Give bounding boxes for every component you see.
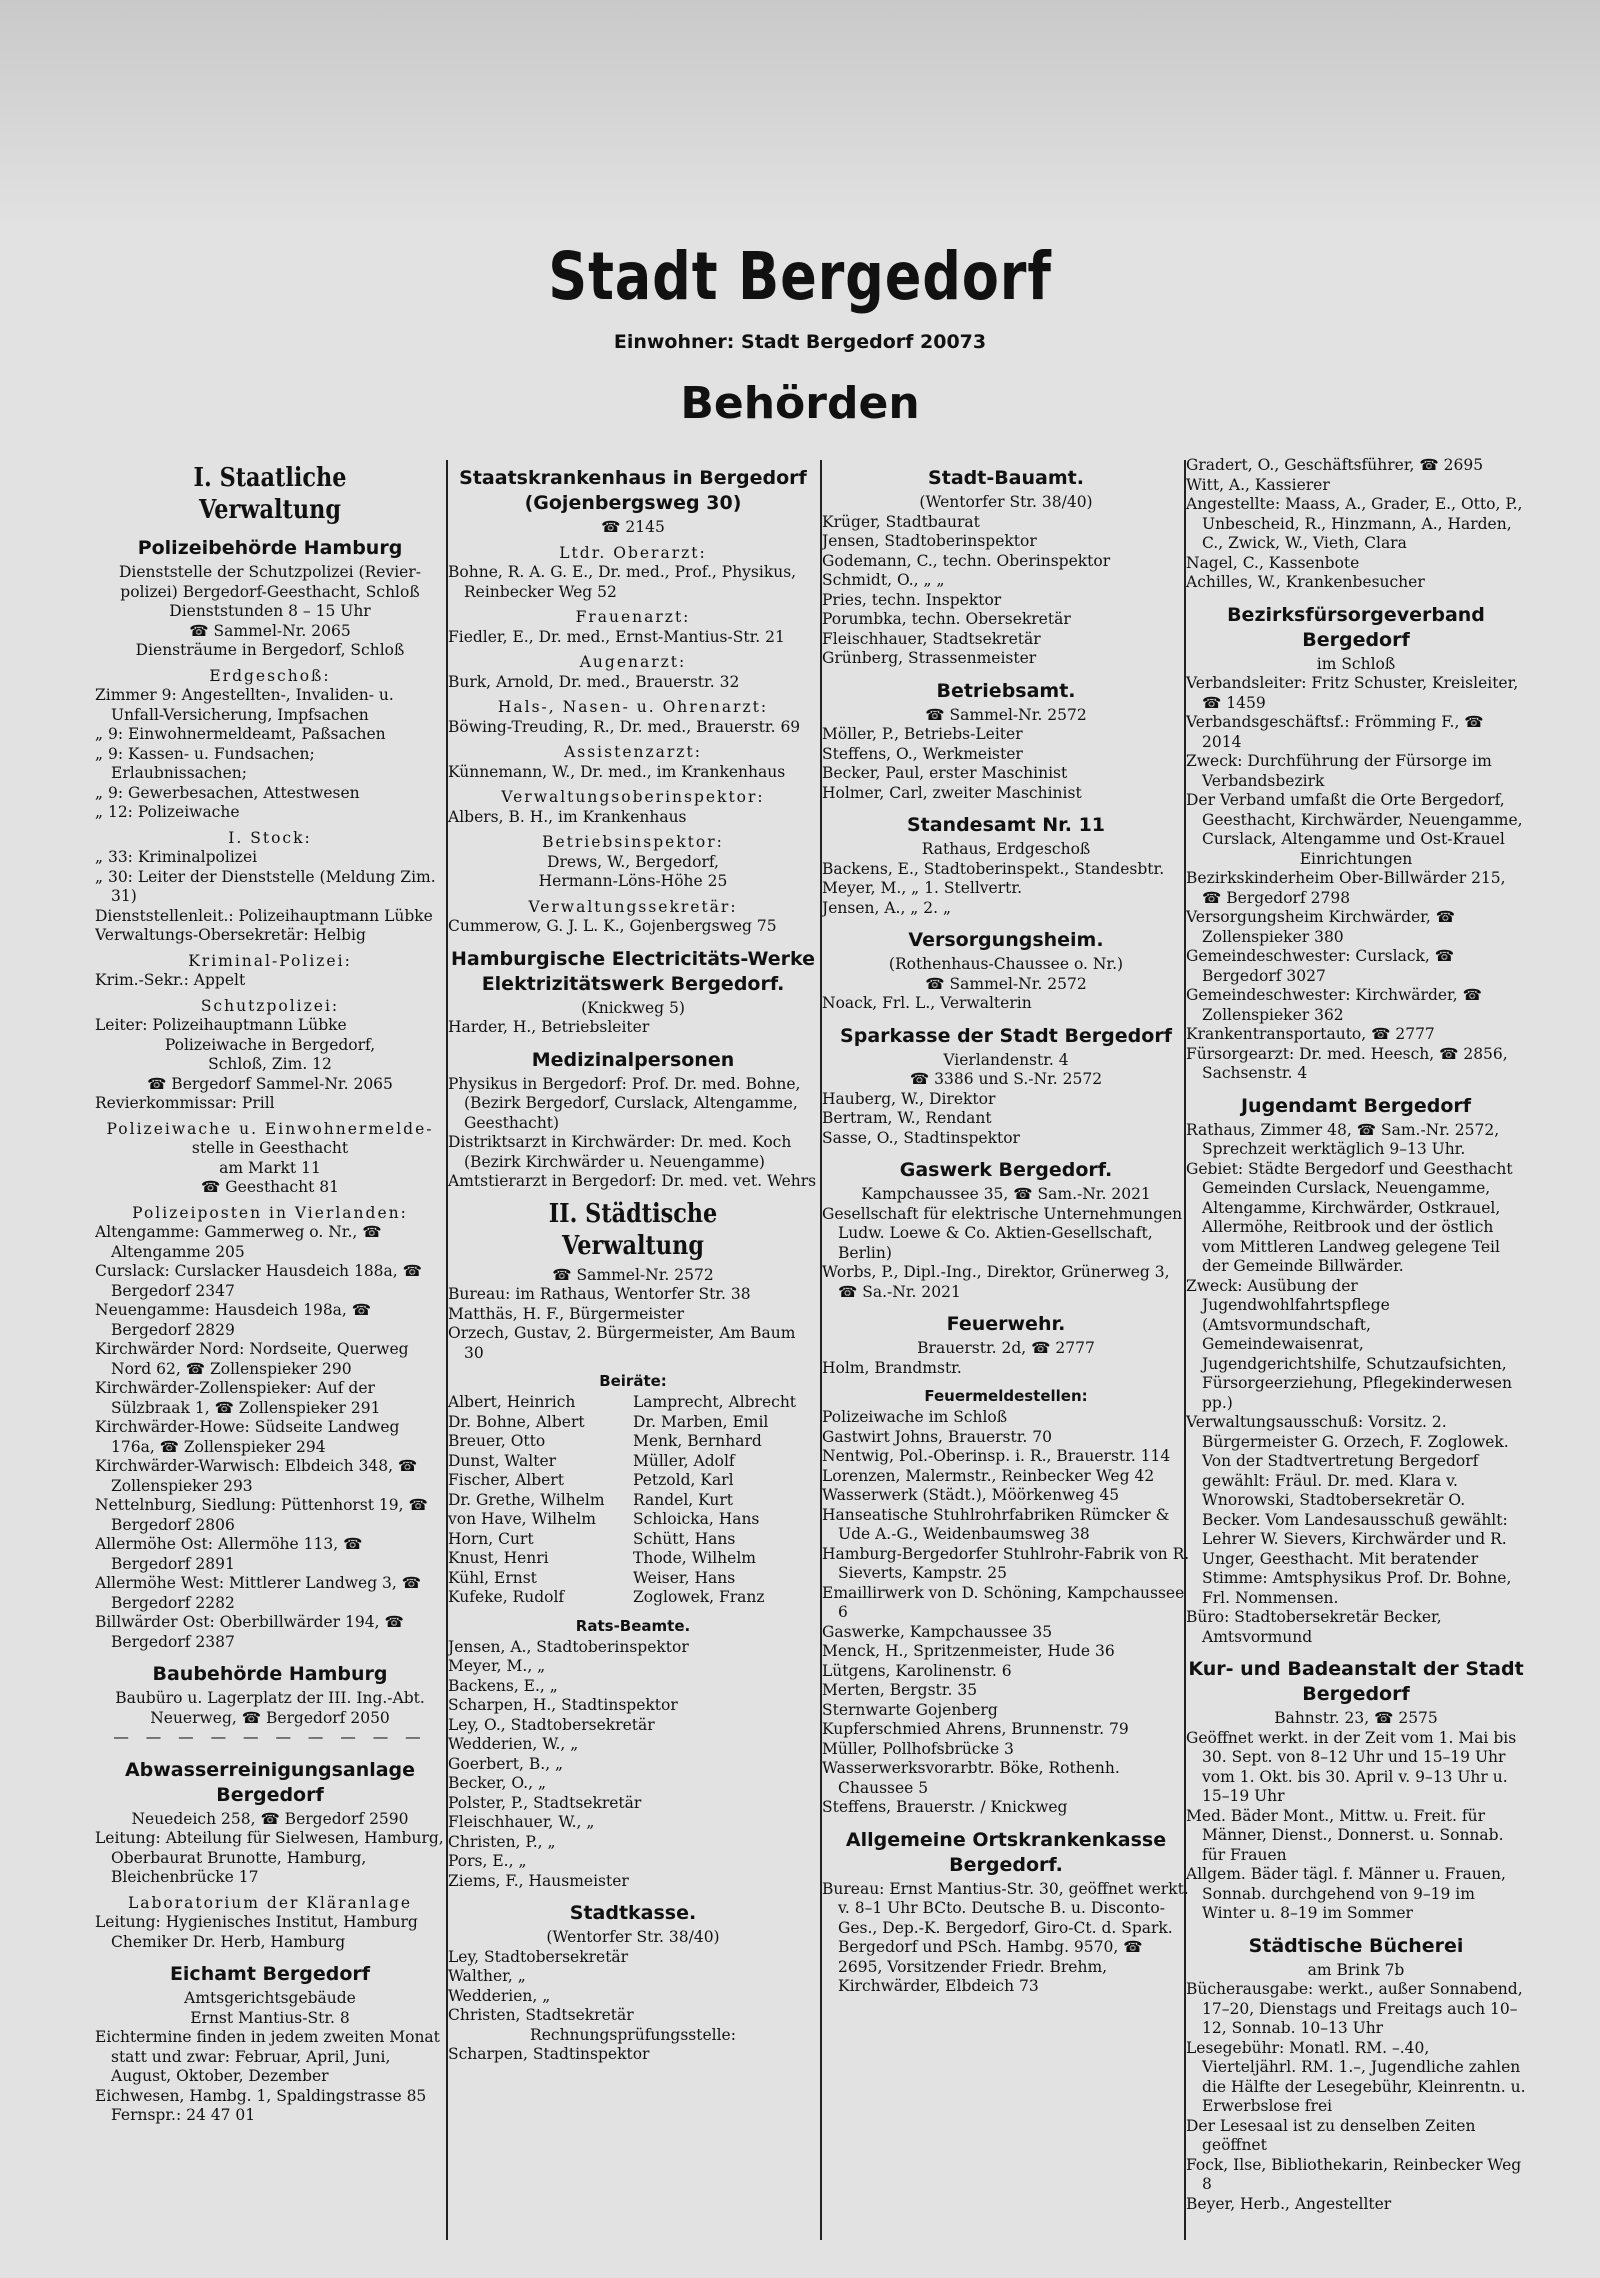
- entry-line: Holm, Brandmstr.: [822, 1358, 962, 1377]
- entry-line: Bertram, W., Rendant: [822, 1109, 992, 1127]
- member-name: Petzold, Karl: [633, 1471, 734, 1489]
- centered-line: Bahnstr. 23, ☎ 2575: [1274, 1709, 1438, 1727]
- centered-line: Drews, W., Bergedorf,: [547, 852, 719, 871]
- entry-line: Jensen, A., „ 2. „: [822, 898, 952, 917]
- entry-line: Verwaltungs-Obersekretär: Helbig: [95, 926, 366, 944]
- entry-line: Christen, P., „: [448, 1832, 556, 1851]
- office-heading: Stadtkasse.: [569, 1902, 697, 1924]
- office-heading: Städtische Bücherei: [1248, 1934, 1464, 1957]
- sub-heading: Rats-Beamte.: [575, 1616, 691, 1635]
- entry-line: Ziems, F., Hausmeister: [448, 1871, 629, 1890]
- entry-line: Nentwig, Pol.-Oberinsp. i. R., Brauerstr. 114: [822, 1447, 1171, 1465]
- entry-line: Fiedler, E., Dr. med., Ernst-Mantius-Str. 21: [448, 627, 785, 646]
- spaced-label: Polizeiwache u. Einwohnermelde-: [106, 1119, 434, 1138]
- entry-line: Bureau: Ernst Mantius-Str. 30, geöffnet werkt. v. 8–1 Uhr BCto. Deutsche B. u. Disconto-Ges., Dep.-K. Bergedorf, Giro-Ct. d. Spark. Bergedorf und PSch. Hambg. 9570, ☎ 2695, Vorsitzender Friedr. Brehm, Kirchwärder, Elbdeich 73: [822, 1879, 1189, 1995]
- entry-line: Kirchwärder-Zollenspieker: Auf der Sülzbraak 1, ☎ Zollenspieker 291: [95, 1379, 381, 1417]
- centered-line: Ernst Mantius-Str. 8: [190, 2008, 350, 2027]
- member-name: Schütt, Hans: [633, 1529, 736, 1548]
- entry-line: Steffens, O., Werkmeister: [822, 744, 1023, 763]
- centered-line: Neuedeich 258, ☎ Bergedorf 2590: [131, 1809, 409, 1828]
- entry-line: Gaswerke, Kampchaussee 35: [822, 1622, 1053, 1641]
- member-name: Dr. Bohne, Albert: [448, 1412, 585, 1431]
- member-name: Zoglowek, Franz: [633, 1588, 765, 1606]
- entry-line: Harder, H., Betriebsleiter: [448, 1018, 650, 1036]
- office-heading: Staatskrankenhaus in Bergedorf (Gojenbergsweg 30): [459, 467, 807, 514]
- entry-line: Gesellschaft für elektrische Unternehmungen Ludw. Loewe & Co. Aktien-Gesellschaft, Berlin): [822, 1204, 1183, 1262]
- entry-line: Med. Bäder Mont., Mittw. u. Freit. für Männer, Dienst., Donnerst. u. Sonnab. für Frauen: [1186, 1806, 1504, 1864]
- centered-line: Neuerweg, ☎ Bergedorf 2050: [150, 1708, 390, 1727]
- section-heading: II. Städtische Verwaltung: [548, 1198, 718, 1261]
- member-name: Dr. Marben, Emil: [633, 1412, 769, 1431]
- entry-line: Beyer, Herb., Angestellter: [1186, 2194, 1392, 2213]
- office-heading: Betriebsamt.: [936, 679, 1076, 702]
- entry-line: Porumbka, techn. Obersekretär: [822, 610, 1071, 628]
- entry-line: Backens, E., „: [448, 1676, 558, 1695]
- centered-line: ☎ Geesthacht 81: [201, 1178, 339, 1196]
- centered-line: Polizeiwache in Bergedorf,: [164, 1035, 376, 1054]
- entry-line: Curslack: Curslacker Hausdeich 188a, ☎ Bergedorf 2347: [95, 1262, 422, 1300]
- office-heading: Allgemeine Ortskrankenkasse Bergedorf.: [845, 1828, 1167, 1876]
- entry-line: Bezirkskinderheim Ober-Billwärder 215, ☎ Bergedorf 2798: [1186, 869, 1506, 907]
- centered-line: ☎ 2145: [601, 518, 665, 536]
- entry-line: Gastwirt Johns, Brauerstr. 70: [822, 1427, 1052, 1446]
- entry-line: Jensen, Stadtoberinspektor: [822, 532, 1037, 550]
- entry-line: Fock, Ilse, Bibliothekarin, Reinbecker Weg 8: [1186, 2155, 1522, 2193]
- entry-line: Emaillirwerk von D. Schöning, Kampchaussee 6: [822, 1583, 1185, 1621]
- entry-line: Hanseatische Stuhlrohrfabriken Rümcker & Ude A.-G., Weidenbaumsweg 38: [822, 1505, 1170, 1543]
- entry-line: Dienststellenleit.: Polizeihauptmann Lübke: [95, 906, 433, 925]
- entry-line: Kirchwärder-Warwisch: Elbdeich 348, ☎ Zollenspieker 293: [95, 1457, 418, 1495]
- member-name: Müller, Adolf: [633, 1451, 735, 1470]
- entry-line: Walther, „: [448, 1967, 526, 1985]
- entry-line: Eichwesen, Hambg. 1, Spaldingstrasse 85 Fernspr.: 24 47 01: [95, 2086, 427, 2124]
- entry-line: Polizeiwache im Schloß: [822, 1408, 1008, 1426]
- entry-line: Böwing-Treuding, R., Dr. med., Brauerstr. 69: [448, 717, 801, 736]
- entry-line: Büro: Stadtobersekretär Becker, Amtsvormund: [1186, 1608, 1442, 1646]
- entry-line: „ 12: Polizeiwache: [95, 803, 240, 821]
- entry-line: Gemeindeschwester: Kirchwärder, ☎ Zollenspieker 362: [1186, 986, 1482, 1024]
- entry-line: Krim.-Sekr.: Appelt: [95, 971, 246, 989]
- entry-line: Wedderien, W., „: [448, 1735, 579, 1753]
- spaced-label: Schutzpolizei:: [200, 996, 340, 1015]
- spaced-label: Polizeiposten in Vierlanden:: [132, 1203, 408, 1222]
- entry-line: Polster, P., Stadtsekretär: [448, 1793, 642, 1812]
- entry-line: Witt, A., Kassierer: [1186, 475, 1330, 494]
- office-heading: Kur- und Badeanstalt der Stadt Bergedorf: [1188, 1658, 1524, 1705]
- population-line: Einwohner: Stadt Bergedorf 20073: [613, 331, 987, 353]
- entry-line: Meyer, M., „ 1. Stellvertr.: [822, 879, 1022, 897]
- office-heading: Standesamt Nr. 11: [906, 814, 1106, 836]
- office-heading: Gaswerk Bergedorf.: [899, 1159, 1113, 1181]
- sub-heading: Feuermeldestellen:: [924, 1387, 1088, 1405]
- centered-line: ☎ Sammel-Nr. 2065: [189, 621, 351, 640]
- page-background: [0, 0, 1600, 230]
- entry-line: Gemeindeschwester: Curslack, ☎ Bergedorf 3027: [1186, 947, 1455, 985]
- entry-line: Krüger, Stadtbaurat: [822, 512, 980, 531]
- office-heading: Jugendamt Bergedorf: [1240, 1094, 1472, 1117]
- centered-line: Kampchaussee 35, ☎ Sam.-Nr. 2021: [861, 1185, 1151, 1203]
- entry-line: Fürsorgearzt: Dr. med. Heesch, ☎ 2856, Sachsenstr. 4: [1186, 1044, 1508, 1082]
- entry-line: Leiter: Polizeihauptmann Lübke: [95, 1016, 347, 1034]
- entry-line: Albers, B. H., im Krankenhaus: [448, 807, 687, 826]
- entry-line: Nagel, C., Kassenbote: [1186, 553, 1360, 572]
- entry-line: „ 9: Kassen- u. Fundsachen; Erlaubnissachen;: [95, 744, 315, 782]
- entry-line: Worbs, P., Dipl.-Ing., Direktor, Grünerweg 3, ☎ Sa.-Nr. 2021: [822, 1263, 1170, 1301]
- entry-line: Eichtermine finden in jedem zweiten Monat statt und zwar: Februar, April, Juni, August, Oktober, Dezember: [95, 2028, 440, 2085]
- member-name: Kühl, Ernst: [448, 1568, 537, 1587]
- member-name: Menk, Bernhard: [633, 1432, 762, 1450]
- entry-line: Billwärder Ost: Oberbillwärder 194, ☎ Bergedorf 2387: [95, 1613, 404, 1651]
- spaced-label: Verwaltungsoberinspektor:: [501, 788, 765, 806]
- centered-line: Baubüro u. Lagerplatz der III. Ing.-Abt.: [115, 1689, 425, 1707]
- entry-line: Distriktsarzt in Kirchwärder: Dr. med. Koch (Bezirk Kirchwärder u. Neuengamme): [448, 1133, 792, 1171]
- member-list-column: [633, 1393, 818, 1608]
- entry-line: Gebiet: Städte Bergedorf und Geesthacht Gemeinden Curslack, Neuengamme, Altengamme, Kirchwärder, Ostkrauel, Allermöhe, Reitbrook und der östlich vom Mittleren Landweg gelegene Teil der Gemeinde Billwärder.: [1186, 1159, 1513, 1275]
- sub-heading: Beiräte:: [599, 1372, 667, 1390]
- entry-line: Grünberg, Strassenmeister: [822, 649, 1037, 667]
- entry-line: Noack, Frl. L., Verwalterin: [822, 994, 1032, 1012]
- entry-line: Backens, E., Stadtoberinspekt., Standesbtr.: [822, 859, 1165, 878]
- entry-line: Christen, Stadtsekretär: [448, 2006, 634, 2024]
- entry-line: Pries, techn. Inspektor: [822, 590, 1002, 609]
- centered-line: Hermann-Löns-Höhe 25: [538, 872, 728, 890]
- centered-line: Diensträume in Bergedorf, Schloß: [135, 641, 405, 659]
- entry-line: Zweck: Durchführung der Fürsorge im Verbandsbezirk: [1186, 752, 1492, 790]
- spaced-label: Erdgeschoß:: [209, 666, 331, 685]
- entry-line: Revierkommissar: Prill: [95, 1094, 275, 1112]
- office-heading: Polizeibehörde Hamburg: [137, 537, 403, 559]
- centered-line: ☎ Bergedorf Sammel-Nr. 2065: [147, 1074, 393, 1093]
- entry-line: Becker, O., „: [448, 1774, 546, 1792]
- office-heading: Abwasserreinigungsanlage Bergedorf: [124, 1758, 416, 1806]
- centered-line: ☎ Sammel-Nr. 2572: [925, 705, 1087, 724]
- member-name: Dunst, Walter: [448, 1451, 557, 1470]
- entry-line: Fleischhauer, W., „: [448, 1813, 595, 1831]
- entry-line: Der Lesesaal ist zu denselben Zeiten geöffnet: [1186, 2116, 1476, 2154]
- entry-line: Allgem. Bäder tägl. f. Männer u. Frauen, Sonnab. durchgehend von 9–19 im Winter u. 8–19 im Sommer: [1186, 1865, 1506, 1922]
- entry-line: Scharpen, H., Stadtinspektor: [448, 1696, 678, 1714]
- entry-line: Verbandsgeschäftsf.: Frömming F., ☎ 2014: [1186, 713, 1484, 751]
- centered-line: Brauerstr. 2d, ☎ 2777: [917, 1339, 1095, 1357]
- member-name: Weiser, Hans: [633, 1568, 736, 1587]
- centered-line: ☎ 3386 und S.-Nr. 2572: [909, 1070, 1103, 1088]
- entry-line: Lorenzen, Malermstr., Reinbecker Weg 42: [822, 1466, 1155, 1485]
- entry-line: Matthäs, H. F., Bürgermeister: [448, 1304, 684, 1323]
- centered-line: Schloß, Zim. 12: [208, 1055, 332, 1073]
- entry-line: Krankentransportauto, ☎ 2777: [1186, 1025, 1435, 1043]
- centered-line: stelle in Geesthacht: [191, 1139, 349, 1157]
- entry-line: Wedderien, „: [448, 1986, 551, 2005]
- office-heading: Feuerwehr.: [946, 1313, 1066, 1335]
- centered-line: Dienststelle der Schutzpolizei (Revier-: [118, 563, 421, 581]
- centered-line: Amtsgerichtsgebäude: [184, 1989, 356, 2007]
- entry-line: Burk, Arnold, Dr. med., Brauerstr. 32: [448, 672, 740, 691]
- centered-line: im Schloß: [1316, 654, 1396, 673]
- entry-line: Nettelnburg, Siedlung: Püttenhorst 19, ☎ Bergedorf 2806: [95, 1496, 428, 1534]
- member-name: Breuer, Otto: [448, 1432, 546, 1450]
- entry-line: Holmer, Carl, zweiter Maschinist: [822, 783, 1082, 802]
- member-list-column: [448, 1393, 633, 1608]
- spaced-label: Hals-, Nasen- u. Ohrenarzt:: [497, 698, 769, 716]
- entry-line: Verwaltungsausschuß: Vorsitz. 2. Bürgermeister G. Orzech, F. Zoglowek. Von der Stadtvertretung Bergedorf gewählt: Fräul. Dr. med. Klara v. Wnorowski, Stadtobersekretär O. Becker. Vom Landesausschuß gewählt: Lehrer W. Sievers, Kirchwärder und R. Unger, Geesthacht. Mit beratender Stimme: Amtsphysikus Prof. Dr. Bohne, Frl. Nommensen.: [1186, 1413, 1512, 1607]
- spaced-label: Ltdr. Oberarzt:: [559, 543, 707, 562]
- entry-line: Allermöhe Ost: Allermöhe 113, ☎ Bergedorf 2891: [95, 1535, 363, 1573]
- section-heading: Behörden: [680, 378, 920, 429]
- office-heading: Eichamt Bergedorf: [169, 1963, 371, 1985]
- centered-line: Rathaus, Erdgeschoß: [921, 840, 1091, 858]
- office-heading: Sparkasse der Stadt Bergedorf: [840, 1024, 1172, 1047]
- entry-line: Schmidt, O., „ „: [822, 571, 945, 589]
- entry-line: Altengamme: Gammerweg o. Nr., ☎ Altengamme 205: [95, 1223, 382, 1261]
- entry-line: „ 30: Leiter der Dienststelle (Meldung Zim. 31): [95, 867, 436, 905]
- office-heading: Stadt-Bauamt.: [928, 467, 1084, 489]
- entry-line: Orzech, Gustav, 2. Bürgermeister, Am Baum 30: [448, 1324, 796, 1362]
- entry-line: Scharpen, Stadtinspektor: [448, 2045, 650, 2063]
- entry-line: Bureau: im Rathaus, Wentorfer Str. 38: [448, 1285, 751, 1303]
- centered-line: Dienststunden 8 – 15 Uhr: [169, 602, 371, 620]
- centered-line: (Knickweg 5): [581, 998, 685, 1017]
- member-name: Lamprecht, Albrecht: [633, 1393, 797, 1411]
- centered-line: polizei) Bergedorf-Geesthacht, Schloß: [120, 582, 420, 601]
- entry-line: Lütgens, Karolinenstr. 6: [822, 1661, 1012, 1680]
- entry-line: Zimmer 9: Angestellten-, Invaliden- u. Unfall-Versicherung, Impfsachen: [95, 686, 394, 724]
- entry-line: Ley, O., Stadtobersekretär: [448, 1715, 655, 1734]
- entry-line: Menck, H., Spritzenmeister, Hude 36: [822, 1642, 1115, 1660]
- member-name: Albert, Heinrich: [448, 1393, 576, 1411]
- entry-line: Merten, Bergstr. 35: [822, 1681, 978, 1699]
- entry-line: Steffens, Brauerstr. / Knickweg: [822, 1798, 1068, 1816]
- entry-line: „ 9: Einwohnermeldeamt, Paßsachen: [95, 725, 386, 743]
- separator: — — — — — — — — — —: [113, 1728, 427, 1746]
- member-name: Thode, Wilhelm: [633, 1549, 756, 1567]
- office-heading: Baubehörde Hamburg: [152, 1663, 388, 1685]
- member-name: Knust, Henri: [448, 1549, 549, 1567]
- member-name: Kufeke, Rudolf: [448, 1588, 565, 1606]
- entry-line: Angestellte: Maass, A., Grader, E., Otto, P., Unbescheid, R., Hinzmann, A., Harden, C., Zwick, W., Vieth, Clara: [1186, 495, 1523, 552]
- member-name: von Have, Wilhelm: [448, 1510, 596, 1528]
- spaced-label: Verwaltungssekretär:: [528, 897, 738, 916]
- entry-line: Leitung: Hygienisches Institut, Hamburg Chemiker Dr. Herb, Hamburg: [95, 1913, 418, 1951]
- entry-line: „ 33: Kriminalpolizei: [95, 848, 258, 866]
- column-2: [448, 456, 818, 2256]
- centered-line: ☎ Sammel-Nr. 2572: [925, 974, 1087, 993]
- entry-line: Godemann, C., techn. Oberinspektor: [822, 551, 1111, 570]
- office-heading: Bezirksfürsorgeverband Bergedorf: [1227, 603, 1485, 651]
- entry-line: Kirchwärder Nord: Nordseite, Querweg Nord 62, ☎ Zollenspieker 290: [95, 1340, 409, 1378]
- entry-line: Bücherausgabe: werkt., außer Sonnabend, 17–20, Dienstags und Freitags auch 10–12, Sonnab. 10–13 Uhr: [1186, 1980, 1523, 2037]
- entry-line: Lesegebühr: Monatl. RM. –.40, Vierteljährl. RM. 1.–, Jugendliche zahlen die Hälfte der Lesegebühr, Kleinrentn. u. Erwerbslose frei: [1186, 2038, 1526, 2115]
- entry-line: Jensen, A., Stadtoberinspektor: [448, 1637, 689, 1656]
- entry-line: Zweck: Ausübung der Jugendwohlfahrtspflege (Amtsvormundschaft, Gemeindewaisenrat, Jugendgerichtshilfe, Schutzaufsichten, Fürsorgeerziehung, Pflegekinderwesen pp.): [1186, 1276, 1512, 1412]
- office-heading: Medizinalpersonen: [531, 1048, 735, 1071]
- spaced-label: Laboratorium der Kläranlage: [127, 1893, 413, 1912]
- member-name: Schloicka, Hans: [633, 1510, 760, 1528]
- entry-line: Sasse, O., Stadtinspektor: [822, 1128, 1020, 1147]
- entry-line: Leitung: Abteilung für Sielwesen, Hamburg, Oberbaurat Brunotte, Hamburg, Bleichenbrücke 17: [95, 1829, 444, 1886]
- entry-line: Neuengamme: Hausdeich 198a, ☎ Bergedorf 2829: [95, 1301, 372, 1339]
- entry-line: Pors, E., „: [448, 1852, 527, 1870]
- entry-line: Becker, Paul, erster Maschinist: [822, 764, 1068, 782]
- entry-line: Goerbert, B., „: [448, 1754, 564, 1773]
- centered-line: Vierlandenstr. 4: [943, 1050, 1069, 1069]
- member-list: [448, 1393, 818, 1608]
- entry-line: Verbandsleiter: Fritz Schuster, Kreisleiter, ☎ 1459: [1186, 674, 1519, 712]
- centered-line: (Wentorfer Str. 38/40): [546, 1928, 720, 1946]
- entry-line: Sternwarte Gojenberg: [822, 1700, 998, 1719]
- entry-line: Künnemann, W., Dr. med., im Krankenhaus: [448, 762, 786, 781]
- spaced-label: Betriebsinspektor:: [542, 833, 724, 851]
- column-1: [95, 456, 445, 2256]
- entry-line: Hauberg, W., Direktor: [822, 1089, 996, 1108]
- column-3: [822, 456, 1190, 2256]
- spaced-label: Kriminal-Polizei:: [188, 951, 352, 970]
- entry-line: Physikus in Bergedorf: Prof. Dr. med. Bohne, (Bezirk Bergedorf, Curslack, Altengamme, Geesthacht): [448, 1074, 801, 1132]
- office-heading: Versorgungsheim.: [908, 929, 1104, 951]
- entry-line: Achilles, W., Krankenbesucher: [1186, 573, 1425, 591]
- centered-line: am Markt 11: [219, 1158, 321, 1177]
- centered-line: am Brink 7b: [1307, 1960, 1405, 1979]
- entry-line: Versorgungsheim Kirchwärder, ☎ Zollenspieker 380: [1186, 908, 1456, 946]
- column-4: [1186, 456, 1526, 2256]
- office-heading: Hamburgische Electricitäts-Werke Elektrizitätswerk Bergedorf.: [451, 947, 815, 995]
- spaced-label: Frauenarzt:: [575, 608, 691, 626]
- centered-line: Rechnungsprüfungsstelle:: [530, 2025, 736, 2044]
- section-heading: I. Staatliche Verwaltung: [193, 463, 347, 525]
- entry-line: Müller, Pollhofsbrücke 3: [822, 1739, 1014, 1758]
- entry-line: Wasserwerksvorarbtr. Böke, Rothenh. Chaussee 5: [822, 1759, 1120, 1797]
- centered-line: (Wentorfer Str. 38/40): [919, 493, 1093, 511]
- entry-line: Kupferschmied Ahrens, Brunnenstr. 79: [822, 1720, 1129, 1738]
- entry-line: Amtstierarzt in Bergedorf: Dr. med. vet. Wehrs: [448, 1172, 817, 1190]
- spaced-label: Assistenzarzt:: [564, 743, 702, 761]
- member-name: Dr. Grethe, Wilhelm: [448, 1490, 605, 1509]
- member-name: Horn, Curt: [448, 1529, 534, 1548]
- entry-line: Möller, P., Betriebs-Leiter: [822, 725, 1023, 743]
- entry-line: Cummerow, G. J. L. K., Gojenbergsweg 75: [448, 917, 777, 935]
- spaced-label: I. Stock:: [228, 828, 312, 847]
- entry-line: Geöffnet werkt. in der Zeit vom 1. Mai bis 30. Sept. von 8–12 Uhr und 15–19 Uhr vom 1. Okt. bis 30. April v. 9–13 Uhr u. 15–19 Uhr: [1186, 1728, 1517, 1805]
- member-name: Randel, Kurt: [633, 1490, 734, 1509]
- entry-line: Bohne, R. A. G. E., Dr. med., Prof., Physikus, Reinbecker Weg 52: [448, 563, 797, 601]
- entry-line: Fleischhauer, Stadtsekretär: [822, 629, 1041, 648]
- entry-line: Meyer, M., „: [448, 1657, 546, 1675]
- member-name: Fischer, Albert: [448, 1471, 564, 1489]
- entry-line: Kirchwärder-Howe: Südseite Landweg 176a, ☎ Zollenspieker 294: [95, 1418, 400, 1456]
- entry-line: Allermöhe West: Mittlerer Landweg 3, ☎ Bergedorf 2282: [95, 1574, 422, 1612]
- entry-line: Rathaus, Zimmer 48, ☎ Sam.-Nr. 2572, Sprechzeit werktäglich 9–13 Uhr.: [1186, 1120, 1500, 1158]
- centered-line: ☎ Sammel-Nr. 2572: [552, 1265, 714, 1284]
- entry-line: Hamburg-Bergedorfer Stuhlrohr-Fabrik von R. Sieverts, Kampstr. 25: [822, 1544, 1190, 1582]
- entry-line: Ley, Stadtobersekretär: [448, 1947, 629, 1966]
- centered-line: (Rothenhaus-Chaussee o. Nr.): [888, 955, 1124, 973]
- entry-line: Der Verband umfaßt die Orte Bergedorf, Geesthacht, Kirchwärder, Neuengamme, Curslack, Altengamme und Ost-Krauel: [1186, 791, 1523, 848]
- entry-line: „ 9: Gewerbesachen, Attestwesen: [95, 783, 360, 802]
- spaced-label: Augenarzt:: [579, 653, 687, 671]
- entry-line: Wasserwerk (Städt.), Möörkenweg 45: [822, 1486, 1120, 1504]
- entry-line: Gradert, O., Geschäftsführer, ☎ 2695: [1186, 456, 1484, 474]
- page-title: Stadt Bergedorf: [548, 238, 1052, 315]
- centered-line: Einrichtungen: [1299, 849, 1413, 868]
